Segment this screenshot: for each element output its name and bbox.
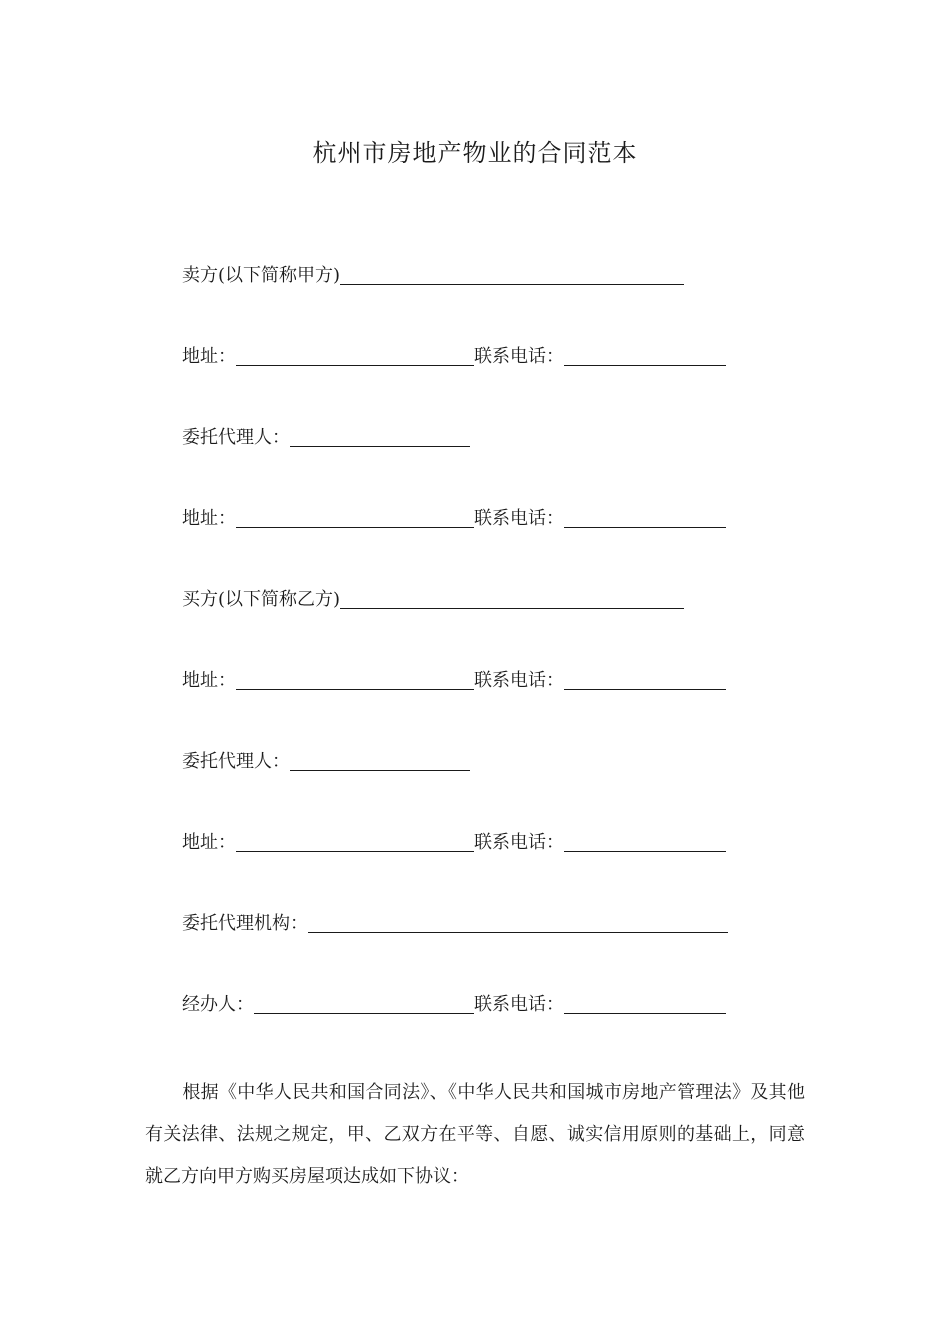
buyer-agent-phone-label: 联系电话： <box>474 832 564 853</box>
seller-phone-label: 联系电话： <box>474 346 564 367</box>
handler-blank[interactable] <box>254 993 474 1014</box>
handler-label: 经办人： <box>182 994 254 1015</box>
buyer-address-label: 地址： <box>182 670 236 691</box>
buyer-label: 买方(以下简称乙方) <box>182 589 341 610</box>
seller-agent-phone-label: 联系电话： <box>474 508 564 529</box>
buyer-agent-row <box>182 750 470 774</box>
buyer-phone-blank[interactable] <box>564 669 726 690</box>
buyer-agent-address-row <box>182 831 726 855</box>
seller-name-blank[interactable] <box>340 264 684 285</box>
handler-row <box>182 993 726 1017</box>
handler-phone-label: 联系电话： <box>474 994 564 1015</box>
buyer-agent-blank[interactable] <box>290 750 470 771</box>
buyer-address-row <box>182 669 726 693</box>
seller-agent-address-label: 地址： <box>182 508 236 529</box>
agency-row <box>182 912 728 936</box>
seller-address-label: 地址： <box>182 346 236 367</box>
preamble-paragraph <box>145 1072 805 1198</box>
buyer-agent-phone-blank[interactable] <box>564 831 726 852</box>
agency-label: 委托代理机构： <box>182 913 308 934</box>
buyer-agent-label: 委托代理人： <box>182 751 290 772</box>
preamble-text: 根据《中华人民共和国合同法》、《中华人民共和国城市房地产管理法》及其他有关法律、法规之规定，甲、乙双方在平等、自愿、诚实信用原则的基础上，同意就乙方向甲方购买房屋项达成如下协议： <box>145 1082 805 1187</box>
agency-blank[interactable] <box>308 912 728 933</box>
buyer-row <box>182 588 684 612</box>
seller-address-blank[interactable] <box>236 345 474 366</box>
buyer-agent-address-label: 地址： <box>182 832 236 853</box>
seller-agent-blank[interactable] <box>290 426 470 447</box>
seller-agent-label: 委托代理人： <box>182 427 290 448</box>
buyer-address-blank[interactable] <box>236 669 474 690</box>
seller-agent-address-row <box>182 507 726 531</box>
seller-agent-phone-blank[interactable] <box>564 507 726 528</box>
document-title: 杭州市房地产物业的合同范本 <box>312 139 638 167</box>
buyer-agent-address-blank[interactable] <box>236 831 474 852</box>
buyer-name-blank[interactable] <box>340 588 684 609</box>
handler-phone-blank[interactable] <box>564 993 726 1014</box>
seller-label: 卖方(以下简称甲方) <box>182 265 341 286</box>
seller-agent-address-blank[interactable] <box>236 507 474 528</box>
buyer-phone-label: 联系电话： <box>474 670 564 691</box>
seller-address-row <box>182 345 726 369</box>
seller-phone-blank[interactable] <box>564 345 726 366</box>
seller-agent-row <box>182 426 470 450</box>
seller-row <box>182 264 684 288</box>
